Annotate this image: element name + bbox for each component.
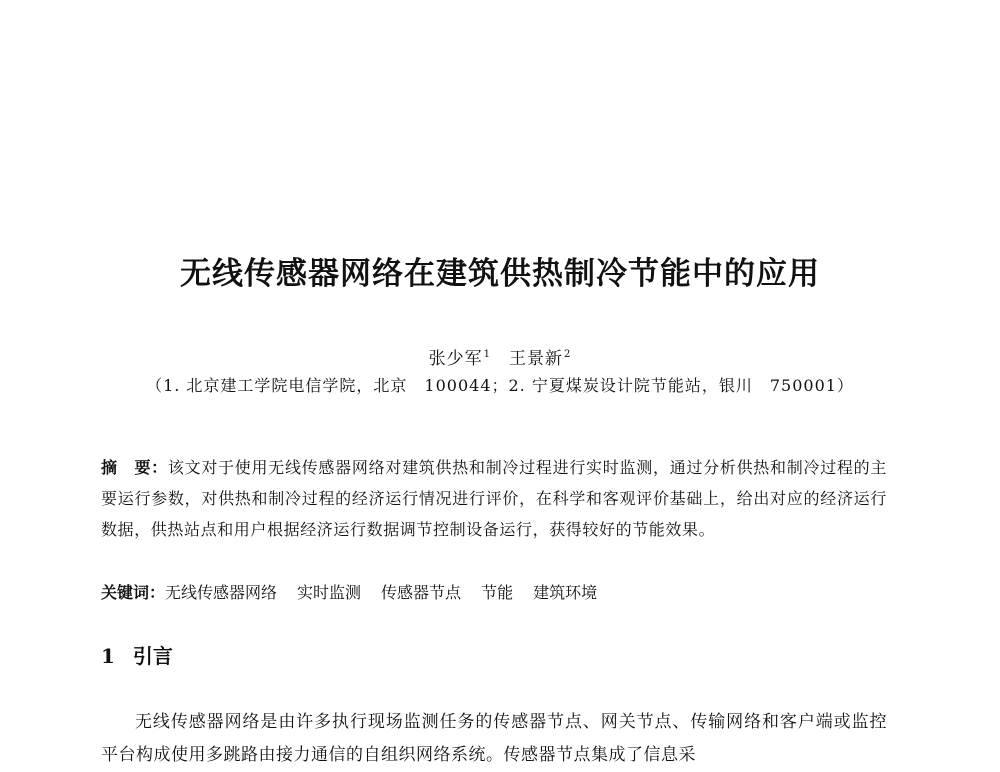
affiliation-line: （1. 北京建工学院电信学院，北京 100044；2. 宁夏煤炭设计院节能站，银川 750001） — [146, 376, 854, 395]
paper-title: 无线传感器网络在建筑供热制冷节能中的应用 — [180, 256, 820, 292]
author-line — [0, 343, 1000, 371]
section-number: 1 — [101, 644, 115, 668]
author-affiliation-mark: 1 — [483, 349, 491, 360]
keyword: 建筑环境 — [533, 583, 598, 602]
keyword: 节能 — [481, 583, 514, 602]
body-paragraph: 无线传感器网络是由许多执行现场监测任务的传感器节点、网关节点、传输网络和客户端或监控平台构成使用多跳路由接力通信的自组织网络系统。传感器节点集成了信息采 — [101, 712, 887, 765]
author-name: 张少军 — [428, 349, 483, 369]
keyword: 传感器节点 — [381, 583, 462, 602]
section-title: 引言 — [132, 644, 173, 668]
author-name: 王景新 — [509, 349, 563, 369]
author-affiliation-mark: 2 — [564, 349, 572, 360]
abstract-label: 摘 要： — [101, 458, 168, 477]
abstract-text: 该文对于使用无线传感器网络对建筑供热和制冷过程进行实时监测，通过分析供热和制冷过程的主要运行参数，对供热和制冷过程的经济运行情况进行评价，在科学和客观评价基础上，给出对应的经济运行数据，供热站点和用户根据经济运行数据调节控制设备运行，获得较好的节能效果。 — [101, 458, 887, 539]
keyword: 实时监测 — [297, 583, 362, 602]
keywords-label: 关键词： — [101, 583, 166, 602]
section-heading — [101, 641, 173, 671]
abstract — [101, 452, 887, 545]
keyword: 无线传感器网络 — [165, 583, 278, 602]
keywords — [101, 577, 901, 608]
